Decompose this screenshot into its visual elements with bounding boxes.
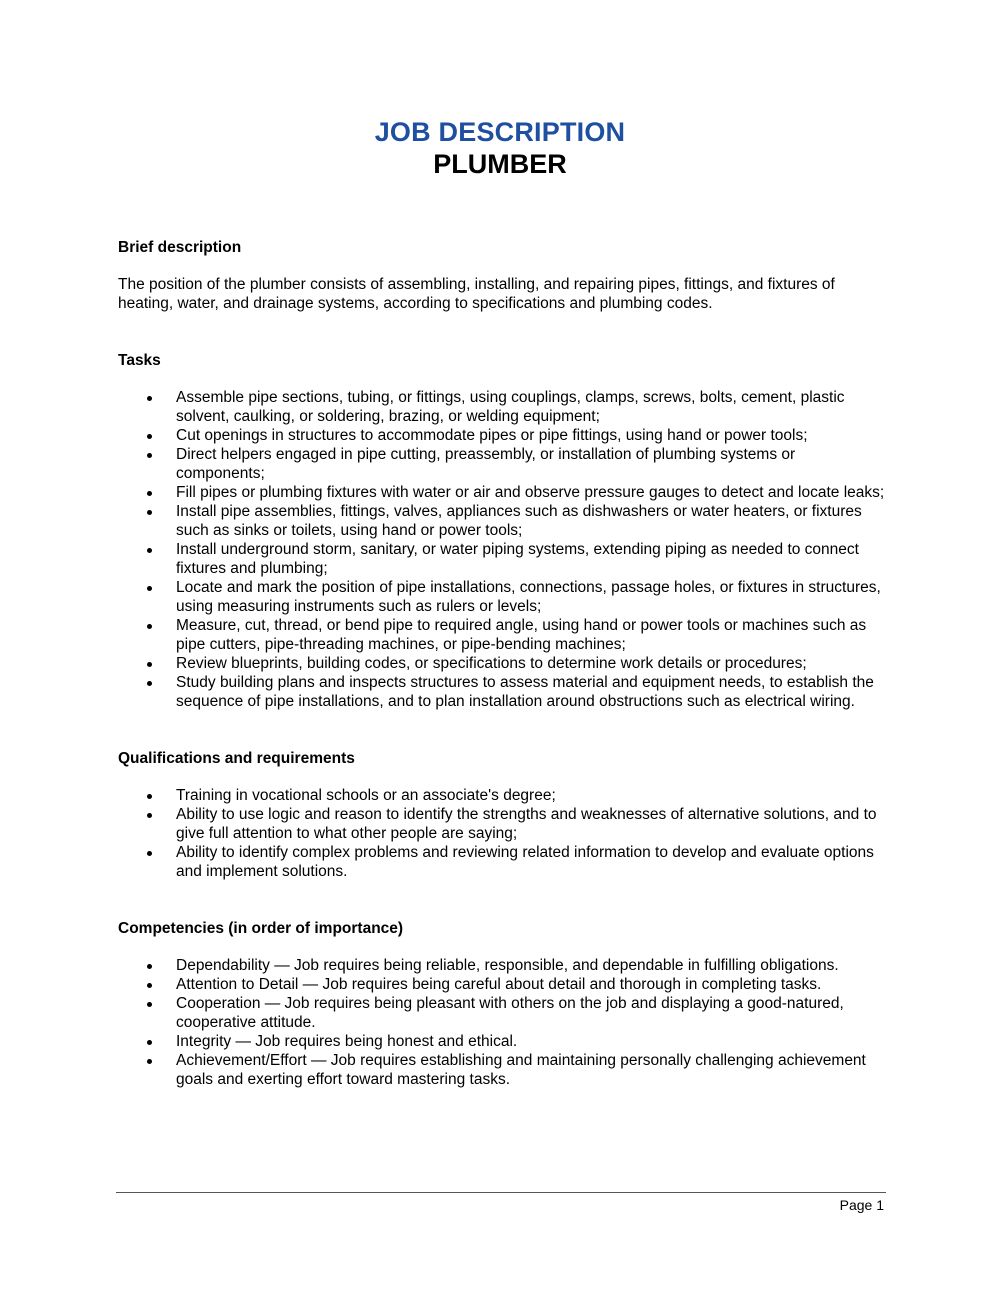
bullet-icon	[147, 491, 152, 496]
list-item	[118, 426, 888, 445]
list-item-text: Install underground storm, sanitary, or water piping systems, extending piping as needed to connect fixtures and plumbing;	[176, 541, 859, 577]
list-item-text: Cooperation — Job requires being pleasant with others on the job and displaying a good-natured, cooperative attitude.	[176, 995, 844, 1031]
list-item	[118, 786, 888, 805]
list-item	[118, 483, 888, 502]
bullet-icon	[147, 964, 152, 969]
list-item-text: Dependability — Job requires being reliable, responsible, and dependable in fulfilling obligations.	[176, 957, 839, 974]
footer-divider	[116, 1192, 886, 1193]
list-item-text: Achievement/Effort — Job requires establishing and maintaining personally challenging achievement goals and exerting effort toward mastering tasks.	[176, 1052, 866, 1088]
bullet-icon	[147, 681, 152, 686]
qualifications-list	[118, 786, 888, 881]
list-item	[118, 843, 888, 881]
list-item	[118, 540, 888, 578]
list-item-text: Install pipe assemblies, fittings, valves, appliances such as dishwashers or water heaters, or fixtures such as sinks or toilets, using hand or power tools;	[176, 503, 862, 539]
list-item	[118, 994, 888, 1032]
bullet-icon	[147, 453, 152, 458]
section-heading: Tasks	[118, 352, 161, 369]
tasks-list	[118, 388, 888, 711]
list-item	[118, 502, 888, 540]
bullet-icon	[147, 1040, 152, 1045]
list-item-text: Study building plans and inspects structures to assess material and equipment needs, to establish the sequence of pipe installations, and to plan installation around obstructions such as electrical wiring.	[176, 674, 874, 710]
bullet-icon	[147, 510, 152, 515]
bullet-icon	[147, 1059, 152, 1064]
list-item-text: Assemble pipe sections, tubing, or fittings, using couplings, clamps, screws, bolts, cement, plastic solvent, caulking, or soldering, brazing, or welding equipment;	[176, 389, 845, 425]
list-item	[118, 616, 888, 654]
section-tasks	[118, 351, 888, 711]
section-heading: Qualifications and requirements	[118, 750, 355, 767]
bullet-icon	[147, 794, 152, 799]
bullet-icon	[147, 624, 152, 629]
list-item	[118, 654, 888, 673]
list-item-text: Attention to Detail — Job requires being careful about detail and thorough in completing tasks.	[176, 976, 822, 993]
bullet-icon	[147, 586, 152, 591]
list-item	[118, 445, 888, 483]
list-item-text: Ability to identify complex problems and reviewing related information to develop and evaluate options and implement solutions.	[176, 844, 874, 880]
list-item	[118, 673, 888, 711]
section-qualifications	[118, 749, 888, 881]
bullet-icon	[147, 548, 152, 553]
list-item	[118, 578, 888, 616]
bullet-icon	[147, 662, 152, 667]
section-heading: Brief description	[118, 239, 242, 256]
competencies-list	[118, 956, 888, 1089]
list-item	[118, 956, 888, 975]
list-item	[118, 388, 888, 426]
bullet-icon	[147, 434, 152, 439]
page-number: Page 1	[839, 1197, 884, 1213]
job-title: PLUMBER	[433, 149, 567, 179]
list-item-text: Ability to use logic and reason to identify the strengths and weaknesses of alternative solutions, and to give full attention to what other people are saying;	[176, 806, 877, 842]
list-item-text: Locate and mark the position of pipe installations, connections, passage holes, or fixtures in structures, using measuring instruments such as rulers or levels;	[176, 579, 881, 615]
list-item-text: Direct helpers engaged in pipe cutting, preassembly, or installation of plumbing systems or components;	[176, 446, 796, 482]
section-competencies	[118, 919, 888, 1089]
bullet-icon	[147, 396, 152, 401]
list-item-text: Integrity — Job requires being honest and ethical.	[176, 1033, 518, 1050]
document-type-title: JOB DESCRIPTION	[374, 117, 626, 147]
brief-description-text: The position of the plumber consists of assembling, installing, and repairing pipes, fittings, and fixtures of heating, water, and drainage systems, according to specifications and plumbing codes.	[118, 276, 835, 312]
list-item-text: Measure, cut, thread, or bend pipe to required angle, using hand or power tools or machines such as pipe cutters, pipe-threading machines, or pipe-bending machines;	[176, 617, 867, 653]
list-item	[118, 1032, 888, 1051]
list-item	[118, 805, 888, 843]
bullet-icon	[147, 983, 152, 988]
list-item-text: Review blueprints, building codes, or specifications to determine work details or procedures;	[176, 655, 807, 672]
list-item-text: Training in vocational schools or an associate's degree;	[176, 787, 556, 804]
list-item	[118, 975, 888, 994]
section-brief-description	[118, 238, 888, 313]
document-header	[0, 116, 1000, 180]
list-item	[118, 1051, 888, 1089]
bullet-icon	[147, 851, 152, 856]
bullet-icon	[147, 813, 152, 818]
list-item-text: Cut openings in structures to accommodate pipes or pipe fittings, using hand or power tools;	[176, 427, 808, 444]
section-heading: Competencies (in order of importance)	[118, 920, 404, 937]
list-item-text: Fill pipes or plumbing fixtures with water or air and observe pressure gauges to detect and locate leaks;	[176, 484, 885, 501]
document-body	[118, 238, 888, 1089]
bullet-icon	[147, 1002, 152, 1007]
